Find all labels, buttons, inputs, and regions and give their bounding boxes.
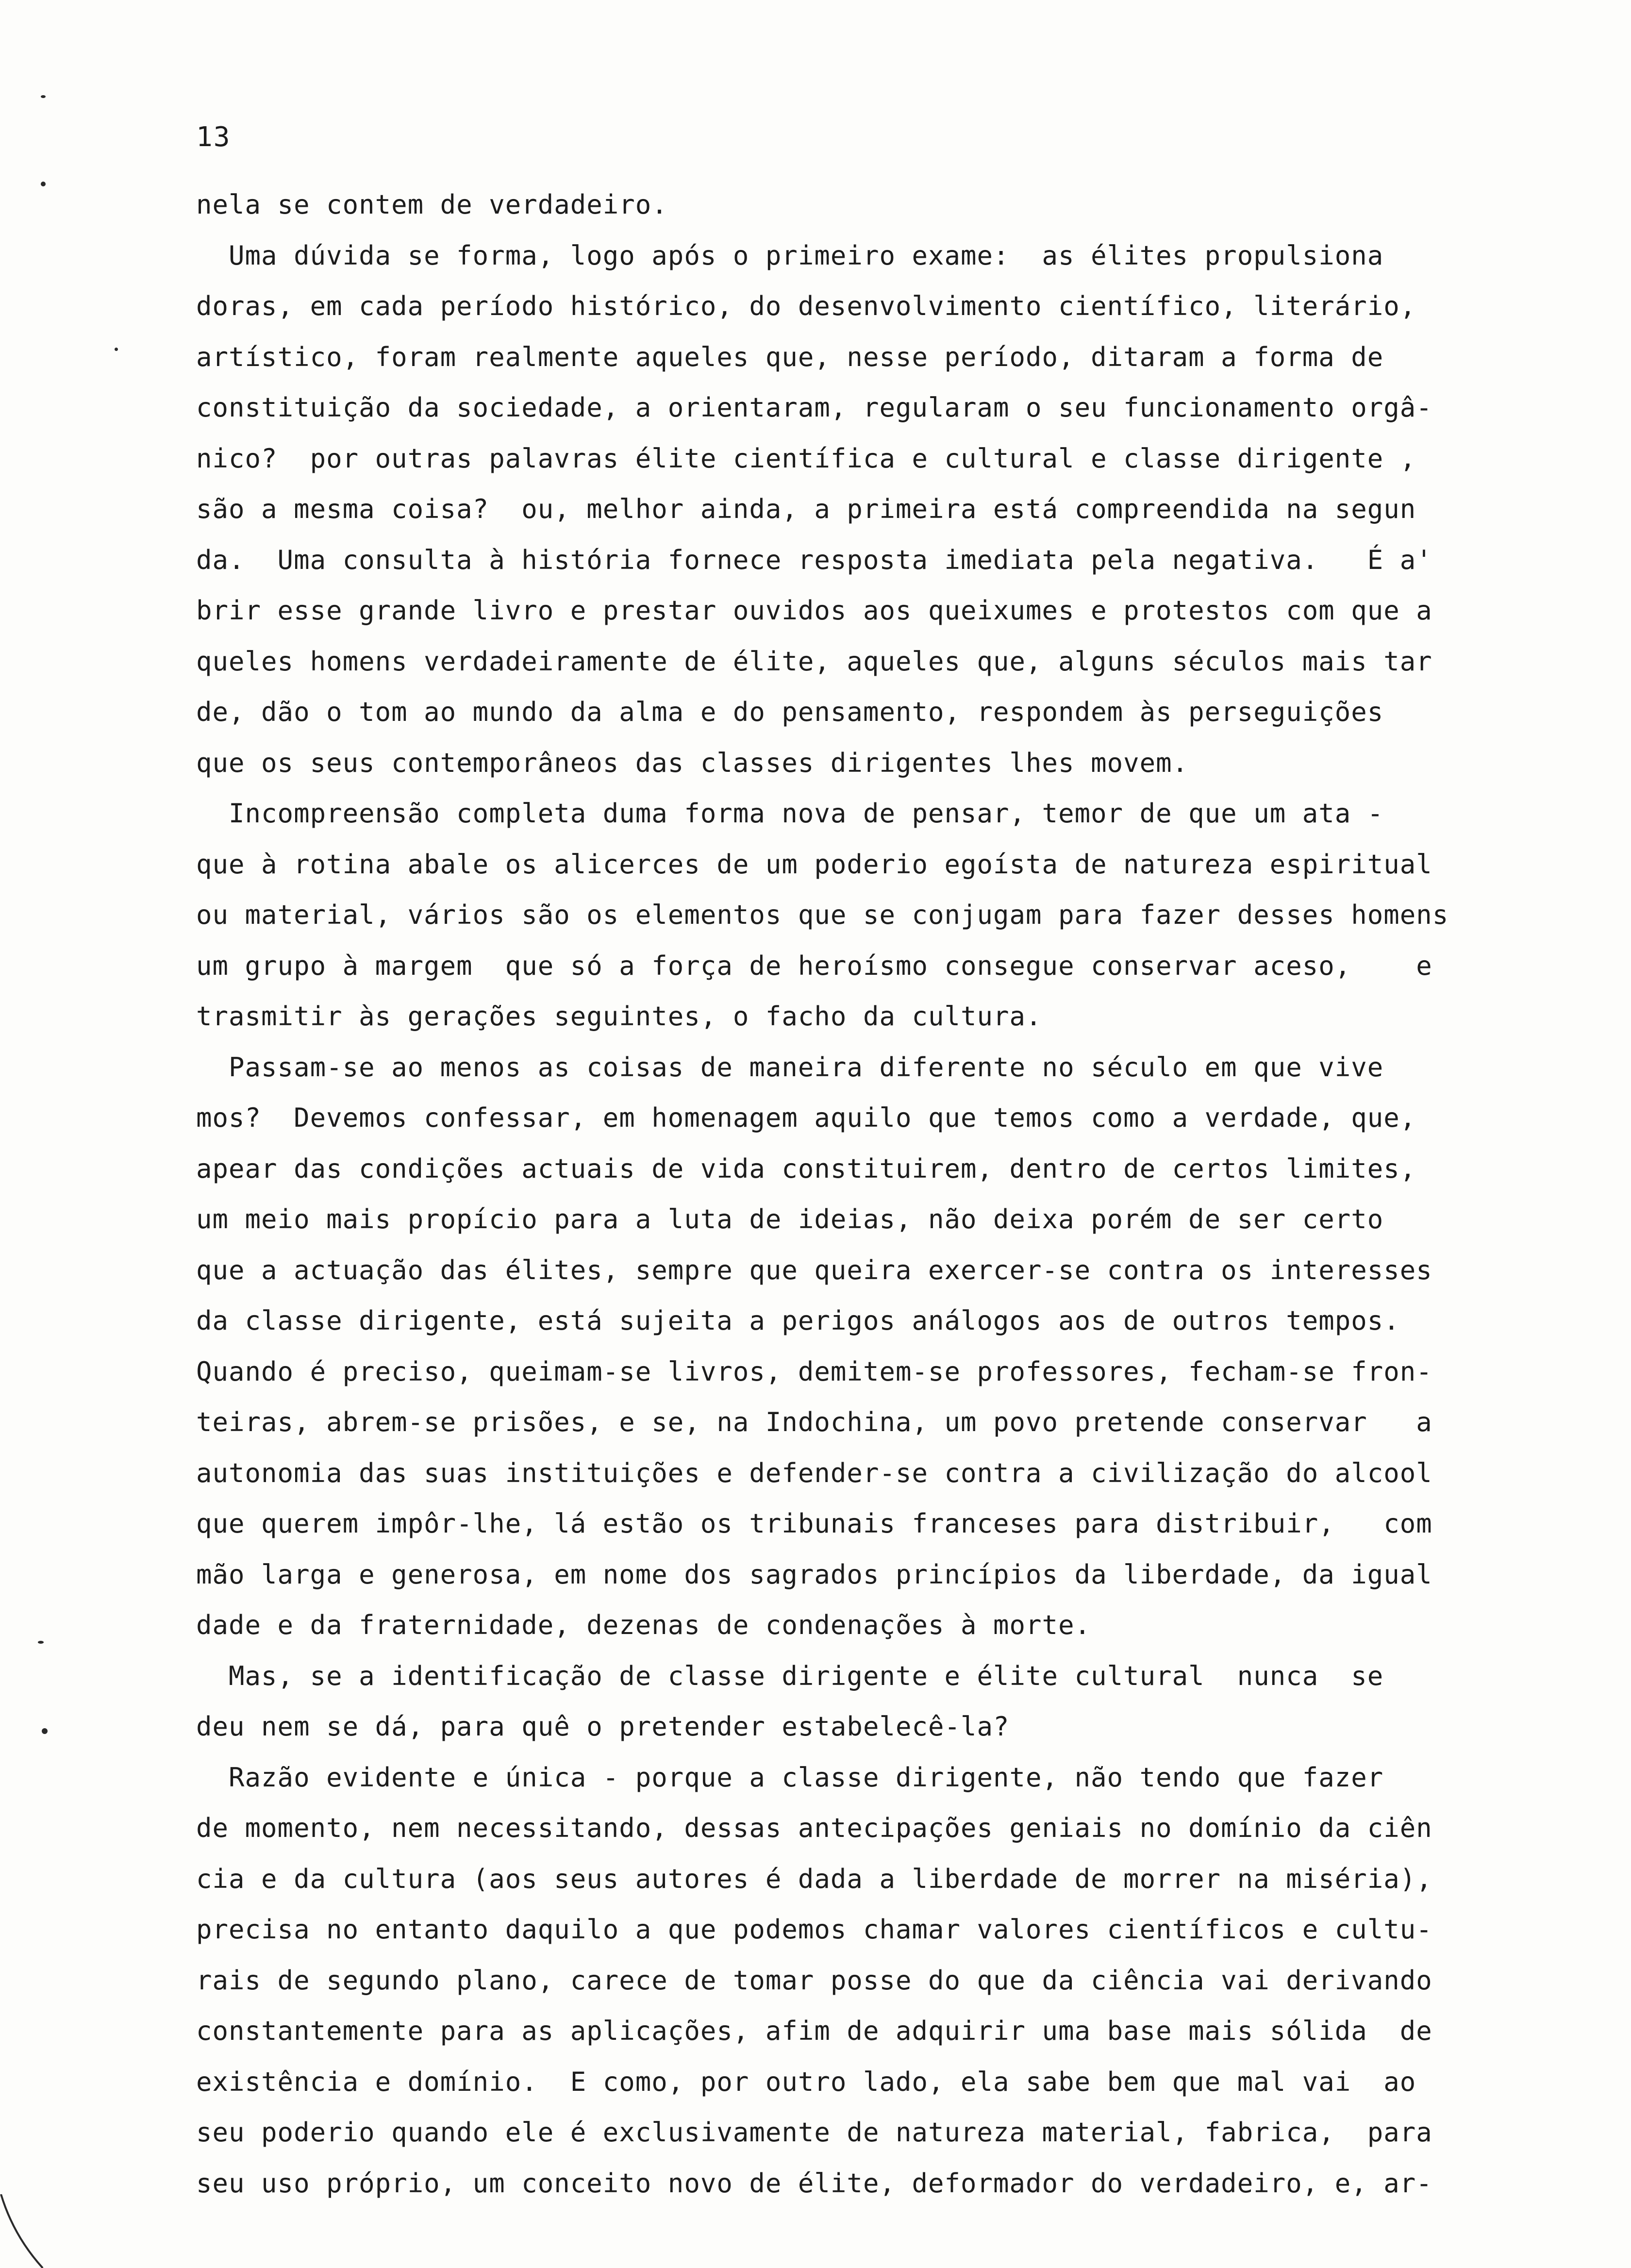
text-line: brir esse grande livro e prestar ouvidos aos queixumes e protestos com que a bbox=[196, 595, 1432, 626]
text-line: trasmitir às gerações seguintes, o facho da cultura. bbox=[196, 1001, 1042, 1032]
text-line: de momento, nem necessitando, dessas antecipações geniais no domínio da ciên bbox=[196, 1813, 1432, 1843]
text-line: Passam-se ao menos as coisas de maneira diferente no século em que vive bbox=[196, 1051, 1384, 1083]
text-line: que a actuação das élites, sempre que queira exercer-se contra os interesses bbox=[196, 1254, 1432, 1285]
text-line: seu poderio quando ele é exclusivamente de natureza material, fabrica, para bbox=[196, 2117, 1432, 2148]
text-line: apear das condições actuais de vida constituirem, dentro de certos limites, bbox=[196, 1153, 1416, 1184]
text-line: Mas, se a identificação de classe dirigente e élite cultural nunca se bbox=[196, 1660, 1384, 1691]
text-line: mos? Devemos confessar, em homenagem aquilo que temos como a verdade, que, bbox=[196, 1102, 1416, 1133]
text-line: que os seus contemporâneos das classes dirigentes lhes movem. bbox=[196, 747, 1189, 778]
text-line: Uma dúvida se forma, logo após o primeiro exame: as élites propulsiona bbox=[196, 240, 1384, 271]
text-line: Razão evidente e única - porque a classe dirigente, não tendo que fazer bbox=[196, 1762, 1384, 1793]
margin-mark bbox=[41, 182, 46, 186]
text-line: são a mesma coisa? ou, melhor ainda, a primeira está compreendida na segun bbox=[196, 494, 1416, 524]
text-line: doras, em cada período histórico, do desenvolvimento científico, literário, bbox=[196, 291, 1416, 321]
text-line: da. Uma consulta à história fornece resposta imediata pela negativa. É a' bbox=[196, 544, 1432, 575]
text-line: seu uso próprio, um conceito novo de élite, deformador do verdadeiro, e, ar- bbox=[196, 2168, 1432, 2199]
text-line: Incompreensão completa duma forma nova de pensar, temor de que um ata - bbox=[196, 798, 1384, 829]
text-line: queles homens verdadeiramente de élite, aqueles que, alguns séculos mais tar bbox=[196, 646, 1432, 677]
text-line: dade e da fraternidade, dezenas de condenações à morte. bbox=[196, 1610, 1091, 1640]
text-line: mão larga e generosa, em nome dos sagrados princípios da liberdade, da igual bbox=[196, 1559, 1432, 1590]
text-line: artístico, foram realmente aqueles que, nesse período, ditaram a forma de bbox=[196, 341, 1384, 372]
text-line: um meio mais propício para a luta de ideias, não deixa porém de ser certo bbox=[196, 1204, 1384, 1234]
margin-mark bbox=[38, 1641, 44, 1644]
text-line: teiras, abrem-se prisões, e se, na Indochina, um povo pretende conservar a bbox=[196, 1407, 1432, 1437]
text-line: rais de segundo plano, carece de tomar posse do que da ciência vai derivando bbox=[196, 1965, 1432, 1996]
text-line: precisa no entanto daquilo a que podemos chamar valores científicos e cultu- bbox=[196, 1914, 1432, 1945]
text-line: nico? por outras palavras élite científica e cultural e classe dirigente , bbox=[196, 443, 1416, 474]
text-line: ou material, vários são os elementos que se conjugam para fazer desses homens bbox=[196, 900, 1449, 930]
page-number: 13 bbox=[196, 121, 231, 153]
text-line: existência e domínio. E como, por outro lado, ela sabe bem que mal vai ao bbox=[196, 2066, 1416, 2097]
page-edge-shadow bbox=[0, 2194, 44, 2268]
text-line: nela se contem de verdadeiro. bbox=[196, 189, 668, 220]
text-line: deu nem se dá, para quê o pretender estabelecê-la? bbox=[196, 1711, 1010, 1742]
text-line: que querem impôr-lhe, lá estão os tribunais franceses para distribuir, com bbox=[196, 1508, 1432, 1539]
text-line: autonomia das suas instituições e defender-se contra a civilização do alcool bbox=[196, 1457, 1432, 1488]
text-line: constituição da sociedade, a orientaram, regularam o seu funcionamento orgâ- bbox=[196, 392, 1432, 423]
margin-mark bbox=[41, 95, 46, 98]
text-line: Quando é preciso, queimam-se livros, demitem-se professores, fecham-se fron- bbox=[196, 1356, 1432, 1387]
margin-mark bbox=[115, 348, 118, 351]
text-line: cia e da cultura (aos seus autores é dada a liberdade de morrer na miséria), bbox=[196, 1863, 1432, 1894]
text-line: que à rotina abale os alicerces de um poderio egoísta de natureza espiritual bbox=[196, 849, 1432, 880]
margin-mark bbox=[42, 1728, 48, 1734]
text-line: da classe dirigente, está sujeita a perigos análogos aos de outros tempos. bbox=[196, 1305, 1400, 1336]
text-line: constantemente para as aplicações, afim de adquirir uma base mais sólida de bbox=[196, 2016, 1432, 2046]
text-line: de, dão o tom ao mundo da alma e do pensamento, respondem às perseguições bbox=[196, 697, 1384, 727]
text-line: um grupo à margem que só a força de heroísmo consegue conservar aceso, e bbox=[196, 950, 1432, 981]
body-text bbox=[196, 180, 1570, 2209]
